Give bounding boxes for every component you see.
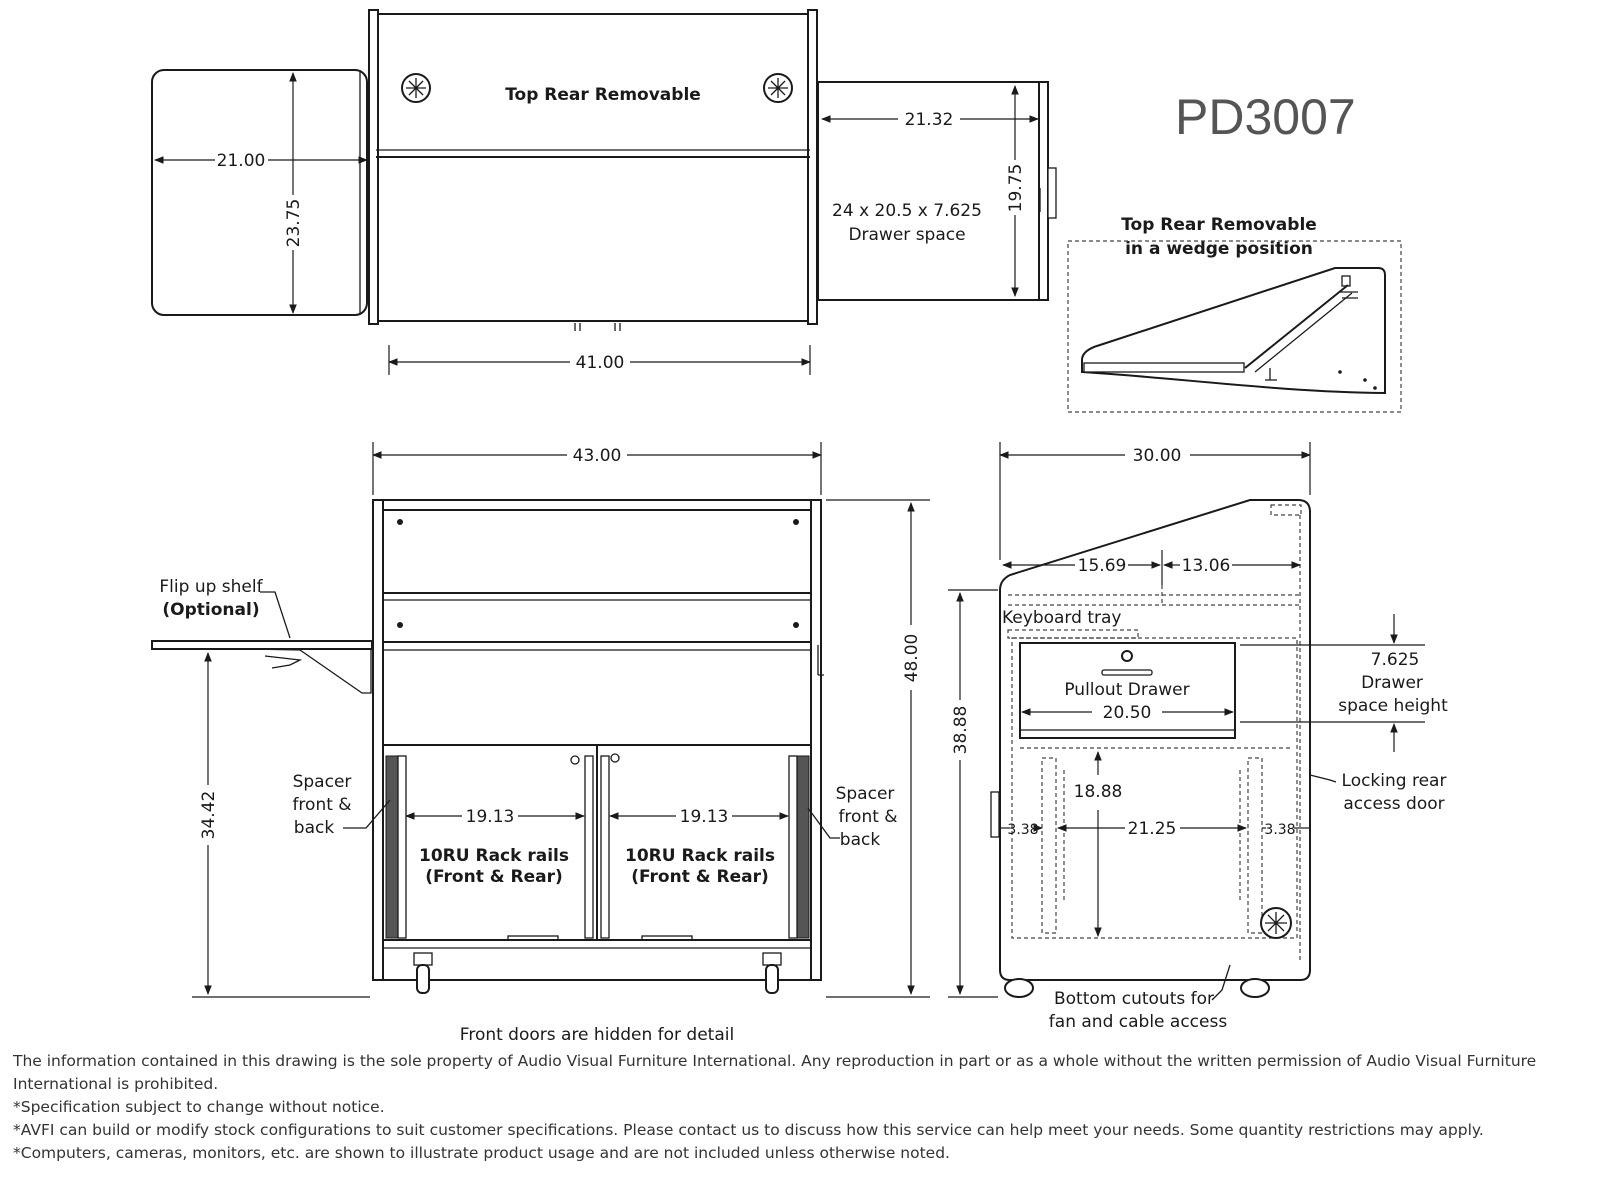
rack-right-line1: 10RU Rack rails (625, 846, 775, 866)
drawer-space-label: Drawer space (848, 225, 966, 245)
wedge-title-line1: Top Rear Removable (1121, 215, 1317, 235)
side-gap-right-dim: 3.38 (1264, 822, 1296, 838)
shelf-depth-dim: 23.75 (284, 198, 304, 248)
caster-left-icon (414, 953, 432, 993)
side-gap-left-dim: 3.38 (1007, 822, 1039, 838)
side-overall-depth-dim: 30.00 (1132, 446, 1182, 466)
side-caster-left-icon (1005, 979, 1033, 997)
side-depth-rear-dim: 13.06 (1181, 556, 1231, 576)
side-caster-right-icon (1241, 979, 1269, 997)
shelf-height-dim: 34.42 (199, 790, 219, 840)
fan-icon (1261, 908, 1291, 938)
drawer-height-dim: 19.75 (1006, 163, 1026, 213)
inner-width-dim: 21.25 (1127, 819, 1177, 839)
shelf-width-dim: 21.00 (216, 151, 266, 171)
top-knob-right-icon (764, 74, 792, 102)
side-depth-front-dim: 15.69 (1077, 556, 1127, 576)
bottom-cutout-line2: fan and cable access (1048, 1012, 1228, 1032)
drawer-width-dim: 21.32 (904, 110, 954, 130)
front-view (152, 442, 930, 1045)
bay-right-width-dim: 19.13 (679, 807, 729, 827)
wedge-inset (1068, 215, 1401, 412)
pullout-drawer-width-dim: 20.50 (1102, 703, 1152, 723)
bottom-cutout-line1: Bottom cutouts for (1053, 989, 1215, 1009)
wedge-title-line2: in a wedge position (1125, 239, 1313, 259)
spacer-right-line2: front & (838, 807, 898, 827)
side-height-dim: 38.88 (951, 705, 971, 755)
front-view-caption: Front doors are hidden for detail (459, 1025, 735, 1045)
front-overall-height-dim: 48.00 (902, 633, 922, 683)
drawer-space-height-line2: Drawer (1361, 673, 1423, 693)
note-specification: *Specification subject to change without notice. (13, 1098, 385, 1116)
rack-right-line2: (Front & Rear) (631, 867, 769, 887)
top-view-title: Top Rear Removable (505, 85, 701, 105)
top-view (152, 10, 1056, 375)
flip-shelf-label: Flip up shelf (159, 577, 263, 597)
side-view (948, 442, 1448, 1032)
spacer-left-line1: Spacer (292, 772, 352, 792)
keyboard-tray-label: Keyboard tray (1002, 608, 1122, 628)
top-knob-left-icon (402, 74, 430, 102)
spacer-right-line3: back (839, 830, 881, 850)
notes (13, 1050, 1588, 1165)
bay-left-width-dim: 19.13 (465, 807, 515, 827)
drawer-space-size: 24 x 20.5 x 7.625 (832, 201, 982, 221)
note-custom: *AVFI can build or modify stock configurations to suit customer specifications. Please contact us to discuss how this service can help meet your needs. Some quantity restrictions may apply. (13, 1121, 1484, 1139)
inner-height-dim: 18.88 (1073, 782, 1123, 802)
spacer-left-line3: back (293, 818, 335, 838)
note-usage: *Computers, cameras, monitors, etc. are shown to illustrate product usage and are not included unless otherwise noted. (13, 1144, 950, 1162)
drawer-space-height-line3: space height (1338, 696, 1448, 716)
spacer-right-line1: Spacer (835, 784, 895, 804)
caster-right-icon (763, 953, 781, 993)
rack-left-line2: (Front & Rear) (425, 867, 563, 887)
model-number: PD3007 (1175, 89, 1356, 145)
note-copyright: The information contained in this drawing is the sole property of Audio Visual Furniture International. Any reproduction in part or as a whole without the written permission of Audio Visual Furniture International is prohibited. (13, 1052, 1537, 1093)
drawer-space-height-dim: 7.625 (1370, 650, 1420, 670)
rack-left-line1: 10RU Rack rails (419, 846, 569, 866)
pullout-drawer-label: Pullout Drawer (1064, 680, 1190, 700)
front-overall-width-dim: 43.00 (572, 446, 622, 466)
locking-door-line1: Locking rear (1341, 771, 1447, 791)
top-overall-width-dim: 41.00 (575, 353, 625, 373)
locking-door-line2: access door (1343, 794, 1445, 814)
spacer-left-line2: front & (292, 795, 352, 815)
flip-shelf-optional: (Optional) (162, 600, 260, 620)
